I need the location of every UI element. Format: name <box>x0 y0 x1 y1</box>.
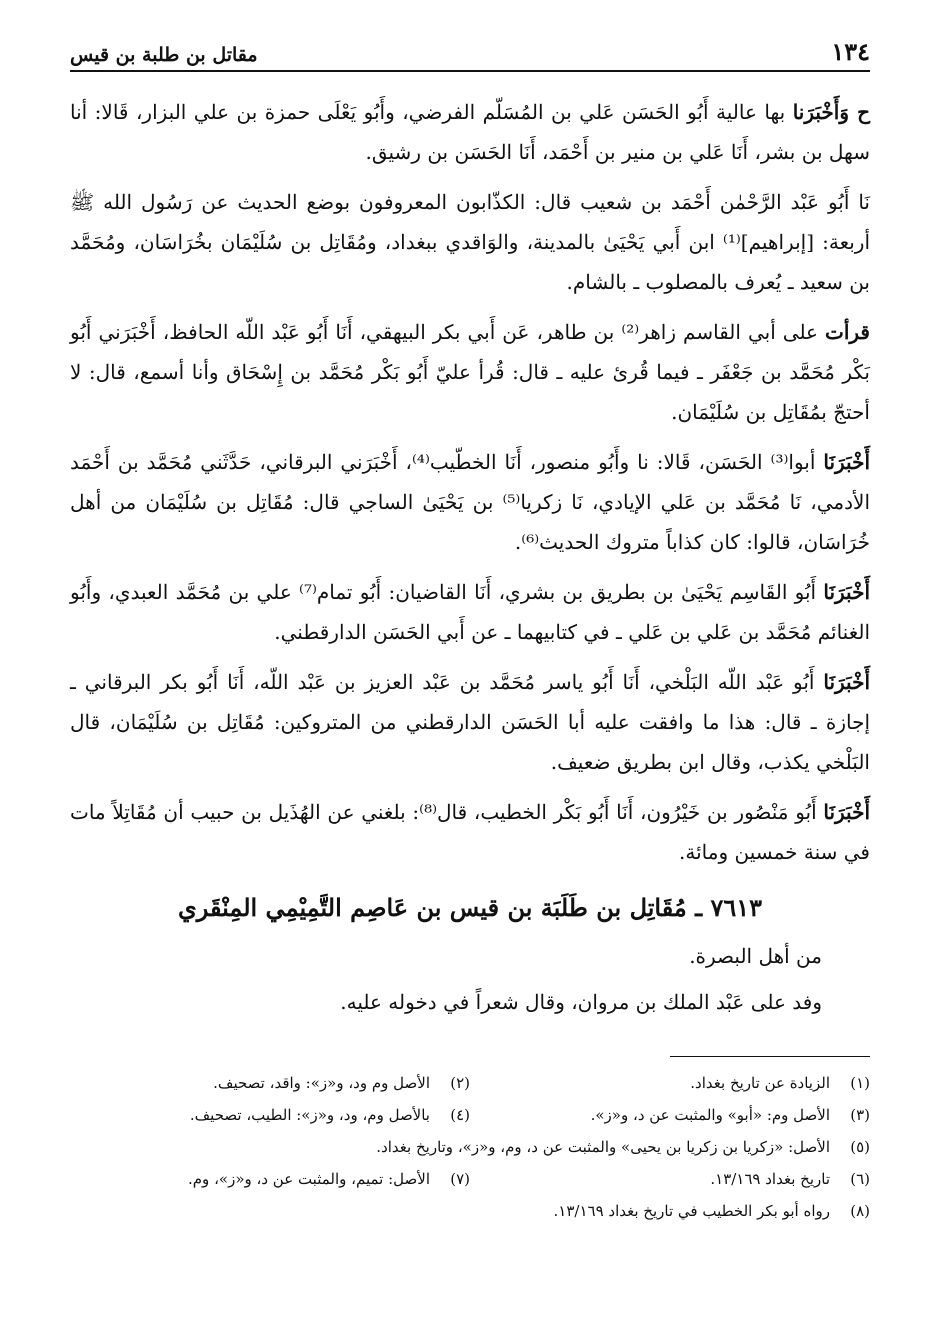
footnote-number: (٦) <box>850 1170 870 1188</box>
paragraph <box>70 442 870 562</box>
footnote <box>470 1163 870 1195</box>
paragraph-lead: أَخْبَرَنَا <box>823 580 870 604</box>
paragraph-text: نَا أَبُو عَبْد الرَّحْمٰن أَحْمَد بن شعيب قال: الكذّابون المعروفون بوضع الحديث عن رَسُول الله ﷺ أربعة: [إبراهيم]⁽¹⁾ ابن أَبي يَحْيَىٰ بالمدينة، والوَاقدي ببغداد، ومُقَاتِل بن سُلَيْمَان بخُرَاسَان، ومُحَمَّد بن سعيد ـ يُعرف بالمصلوب ـ بالشام. <box>70 190 870 294</box>
paragraph-text: على أبي القاسم زاهر⁽²⁾ بن طاهر، عَن أَبي بكر البيهقي، أَنَا أَبُو عَبْد اللّه الحافظ، أَخْبَرَني أَبُو بَكْر مُحَمَّد بن جَعْفَر ـ فيما قُرئ عليه ـ قال: قُرأ عليّ أَبُو بَكْر مُحَمَّد بن إِسْحَاق وأنا أسمع، قال: لا أحتجّ بمُقَاتِل بن سُلَيْمَان. <box>70 320 870 424</box>
footnote-rule <box>670 1056 870 1057</box>
footnote <box>470 1067 870 1099</box>
footnote <box>70 1067 470 1099</box>
paragraph <box>70 92 870 172</box>
paragraph-text: أَبُو عَبْد اللّه البَلْخي، أَنَا أَبُو ياسر مُحَمَّد بن عَبْد العزيز بن عَبْد اللّه، أَنَا أَبُو بكر البرقاني ـ إجازة ـ قال: هذا ما وافقت عليه أبا الحَسَن الدارقطني من المتروكين: مُقَاتِل بن سُلَيْمَان، قال البَلْخي يكذب، وقال ابن بطريق ضعيف. <box>70 670 870 774</box>
footnote-number: (٢) <box>450 1074 470 1092</box>
paragraph-text: أبوا⁽³⁾ الحَسَن، قَالا: نا وأَبُو منصور، أَنَا الخطّيب⁽⁴⁾، أَخْبَرَني البرقاني، حَدَّثَني مُحَمَّد بن أَحْمَد الأدمي، نَا مُحَمَّد بن عَلي الإيادي، نَا زكريا⁽⁵⁾ بن يَحْيَىٰ الساجي قال: مُقَاتِل بن سُلَيْمَان من أهل خُرَاسَان، قالوا: كان كذاباً متروك الحديث⁽⁶⁾. <box>70 450 870 554</box>
entry-heading: ٧٦١٣ ـ مُقَاتِل بن طَلَبَة بن قيس بن عَاصِم التَّمِيْمِي المِنْقَري <box>177 893 763 922</box>
footnote <box>70 1131 870 1163</box>
paragraph <box>70 792 870 872</box>
footnote <box>70 1099 470 1131</box>
header-rule <box>70 70 870 72</box>
paragraph-lead: قرأت <box>825 320 870 344</box>
footnote-text: رواه أبو بكر الخطيب في تاريخ بغداد ١٣/١٦٩. <box>553 1202 830 1220</box>
footnote-text: الأصل وم ود، و«ز»: واقد، تصحيف. <box>213 1074 430 1092</box>
paragraph-text: أَبُو مَنْصُور بن خَيْرُون، أَنَا أَبُو بَكْر الخطيب، قال⁽⁸⁾: بلغني عن الهُذَيل بن حبيب أن مُقَاتِلاً مات في سنة خمسين ومائة. <box>70 800 870 864</box>
paragraph <box>70 182 870 302</box>
footnote-number: (٤) <box>450 1106 470 1124</box>
paragraph-text: أَبُو القَاسِم يَحْيَىٰ بن بطريق بن بشري، أَنَا القاضيان: أَبُو تمام⁽⁷⁾ علي بن مُحَمَّد العبدي، وأَبُو الغنائم مُحَمَّد بن عَلي بن عَلي ـ في كتابيهما ـ عن أَبي الحَسَن الدارقطني. <box>70 580 870 644</box>
footnote-row <box>70 1067 870 1099</box>
page-number: ١٣٤ <box>831 37 870 66</box>
paragraph-lead: أَخْبَرَنَا <box>823 450 870 474</box>
footnotes <box>70 1067 870 1227</box>
footnote-text: الأصل وم: «أبو» والمثبت عن د، و«ز». <box>590 1106 830 1124</box>
footnote-text: الزيادة عن تاريخ بغداد. <box>690 1074 830 1092</box>
entry-line: من أهل البصرة. <box>689 944 822 968</box>
footnote-row <box>70 1099 870 1131</box>
footnote-number: (٧) <box>450 1170 470 1188</box>
paragraph <box>70 312 870 432</box>
footnote-number: (٥) <box>850 1138 870 1156</box>
main-text <box>70 92 870 1022</box>
footnote-text: الأصل: تميم، والمثبت عن د، و«ز»، وم. <box>188 1170 430 1188</box>
footnote-row <box>70 1131 870 1163</box>
footnote-text: الأصل: «زكريا بن زكريا بن يحيى» والمثبت عن د، وم، و«ز»، وتاريخ بغداد. <box>376 1138 830 1156</box>
paragraph-lead: أَخْبَرَنَا <box>823 800 870 824</box>
footnote-number: (١) <box>850 1074 870 1092</box>
footnote-text: تاريخ بغداد ١٣/١٦٩. <box>710 1170 830 1188</box>
paragraph-lead: أَخْبَرَنَا <box>823 670 870 694</box>
entry-line: وفد على عَبْد الملك بن مروان، وقال شعراً في دخوله عليه. <box>340 990 822 1014</box>
footnote-number: (٨) <box>850 1202 870 1220</box>
footnote <box>70 1163 470 1195</box>
paragraph-text: بها عالية أَبُو الحَسَن عَلي بن المُسَلّم الفرضي، وأَبُو يَعْلَى حمزة بن علي البزار، قَالا: أنا سهل بن بشر، أَنَا عَلي بن منير بن أَحْمَد، أَنَا الحَسَن بن رشيق. <box>70 100 870 164</box>
footnote-number: (٣) <box>850 1106 870 1124</box>
footnote-row <box>70 1163 870 1195</box>
running-title: مقاتل بن طلبة بن قيس <box>70 44 258 66</box>
footnote <box>470 1099 870 1131</box>
paragraph-lead: ح وَأَخْبَرَنا <box>792 100 870 124</box>
paragraph <box>70 662 870 782</box>
footnote-text: بالأصل وم، ود، و«ز»: الطيب، تصحيف. <box>189 1106 430 1124</box>
book-page <box>70 28 870 1227</box>
footnote-row <box>70 1195 870 1227</box>
footnote <box>70 1195 870 1227</box>
paragraph <box>70 572 870 652</box>
page-header <box>70 28 870 66</box>
